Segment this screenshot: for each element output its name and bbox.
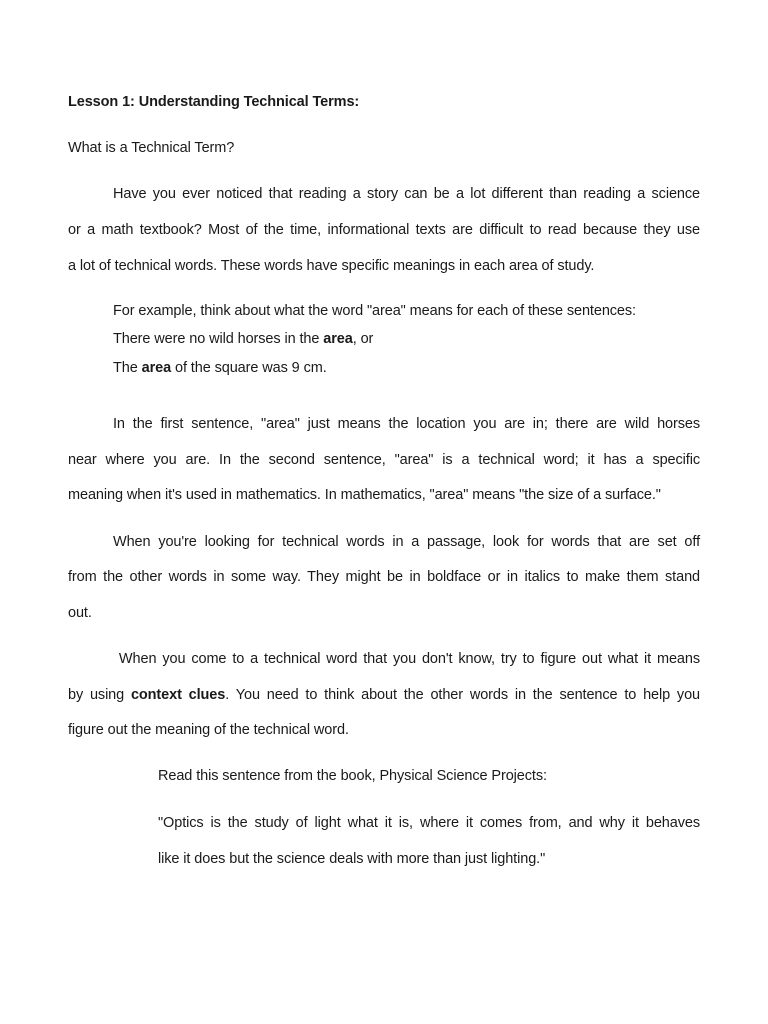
para2-line2: near where you are. In the second sentence, "area" is a technical word; it has a specific [68,452,700,468]
example-s2-bold: area [141,360,172,376]
example-sentence-2 [113,359,700,377]
para3-line3: out. [68,605,92,621]
example-sentence-1 [113,330,700,348]
lesson-title: Lesson 1: Understanding Technical Terms: [68,94,360,110]
para2-line1: In the first sentence, "area" just means the location you are in; there are wild horses [113,416,700,432]
example-s1-post: , or [352,331,374,347]
para1-line2: or a math textbook? Most of the time, informational texts are difficult to read because they use [68,222,700,238]
quote-line2: like it does but the science deals with more than just lighting." [158,851,546,867]
para1-line3: a lot of technical words. These words have specific meanings in each area of study. [68,258,595,274]
quote-line1: "Optics is the study of light what it is, where it comes from, and why it behaves [158,815,700,831]
example-s2-pre: The [113,360,142,376]
para4-l2-pre: by using [68,687,131,703]
para1-line1: Have you ever noticed that reading a story can be a lot different than reading a science [113,186,700,202]
para2-line3: meaning when it's used in mathematics. In mathematics, "area" means "the size of a surface." [68,487,661,503]
para3-line2: from the other words in some way. They might be in boldface or in italics to make them stand [68,569,700,585]
quote-intro: Read this sentence from the book, Physical Science Projects: [158,768,547,784]
example-s1-pre: There were no wild horses in the [113,331,324,347]
para4-l2-post: . You need to think about the other words in the sentence to help you [225,687,700,703]
example-s2-post: of the square was 9 cm. [171,360,327,376]
para4-line2 [68,686,700,704]
para4-line3: figure out the meaning of the technical word. [68,722,349,738]
para4-line1: When you come to a technical word that you don't know, try to figure out what it means [113,651,700,667]
example-intro: For example, think about what the word "area" means for each of these sentences: [113,303,636,319]
para3-line1: When you're looking for technical words in a passage, look for words that are set off [113,534,700,550]
example-s1-bold: area [323,331,353,347]
context-clues-term: context clues [130,687,226,703]
section-question: What is a Technical Term? [68,140,235,156]
